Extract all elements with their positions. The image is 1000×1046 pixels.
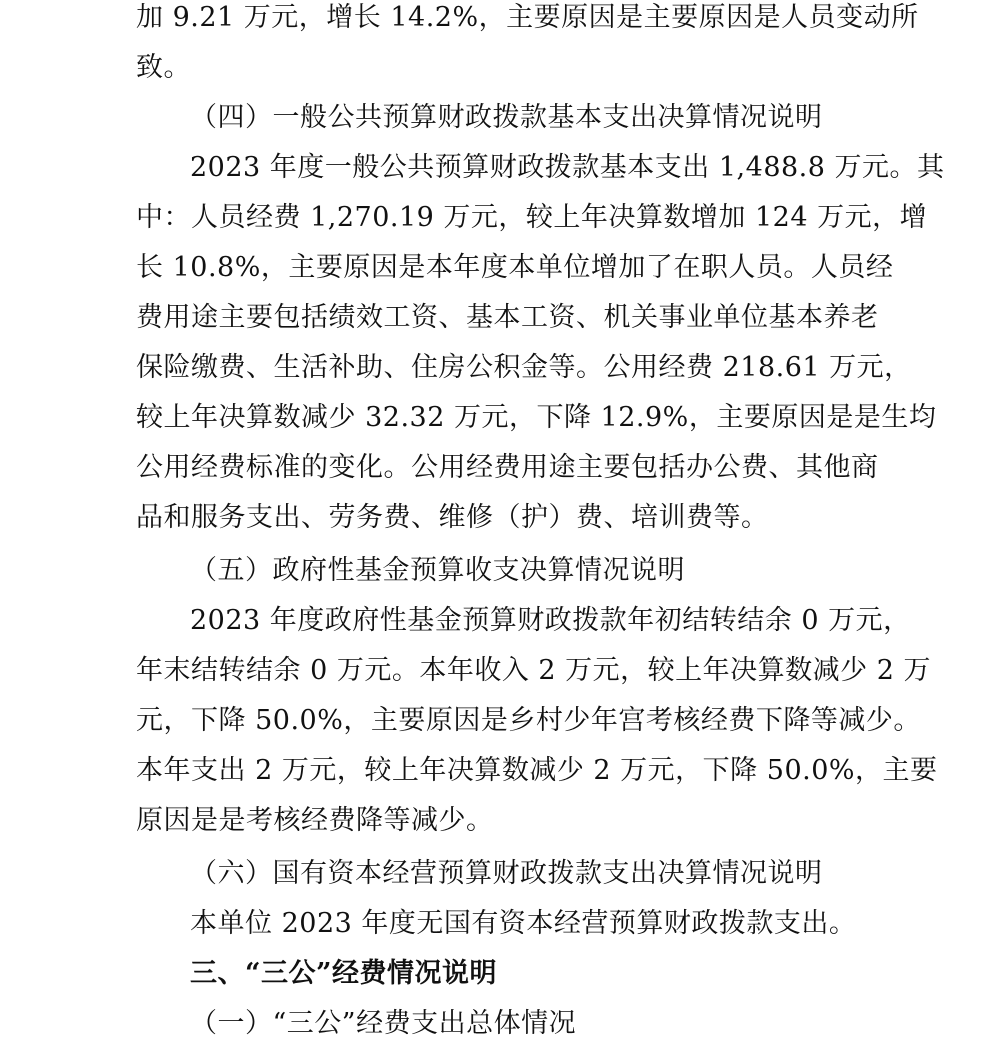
paragraph-line: 保险缴费、生活补助、住房公积金等。公用经费 218.61 万元， (136, 352, 912, 383)
paragraph-line: 加 9.21 万元，增长 14.2%，主要原因是主要原因是人员变动所 (136, 2, 919, 33)
chapter-heading-3: 三、“三公”经费情况说明 (190, 958, 498, 989)
paragraph-line: 本单位 2023 年度无国有资本经营预算财政拨款支出。 (190, 908, 857, 939)
subsection-heading-1: （一）“三公”经费支出总体情况 (190, 1008, 577, 1039)
paragraph-line: 元，下降 50.0%，主要原因是乡村少年宫考核经费下降等减少。 (136, 705, 921, 736)
paragraph-line: 年末结转结余 0 万元。本年收入 2 万元，较上年决算数减少 2 万 (136, 655, 932, 686)
section-heading-4: （四）一般公共预算财政拨款基本支出决算情况说明 (190, 102, 823, 133)
paragraph-line: 2023 年度一般公共预算财政拨款基本支出 1,488.8 万元。其 (190, 152, 945, 183)
paragraph-line: 长 10.8%，主要原因是本年度本单位增加了在职人员。人员经 (136, 252, 894, 283)
paragraph-line: 原因是是考核经费降等减少。 (136, 805, 494, 836)
paragraph-line: 品和服务支出、劳务费、维修（护）费、培训费等。 (136, 502, 769, 533)
paragraph-line: 较上年决算数减少 32.32 万元，下降 12.9%，主要原因是是生均 (136, 402, 937, 433)
paragraph-line: 2023 年度政府性基金预算财政拨款年初结转结余 0 万元， (190, 605, 911, 636)
paragraph-line: 本年支出 2 万元，较上年决算数减少 2 万元，下降 50.0%，主要 (136, 755, 938, 786)
section-heading-5: （五）政府性基金预算收支决算情况说明 (190, 555, 685, 586)
section-heading-6: （六）国有资本经营预算财政拨款支出决算情况说明 (190, 858, 823, 889)
paragraph-line: 中：人员经费 1,270.19 万元，较上年决算数增加 124 万元，增 (136, 202, 928, 233)
paragraph-line: 公用经费标准的变化。公用经费用途主要包括办公费、其他商 (136, 452, 879, 483)
paragraph-line: 费用途主要包括绩效工资、基本工资、机关事业单位基本养老 (136, 302, 879, 333)
paragraph-line: 致。 (136, 52, 191, 83)
